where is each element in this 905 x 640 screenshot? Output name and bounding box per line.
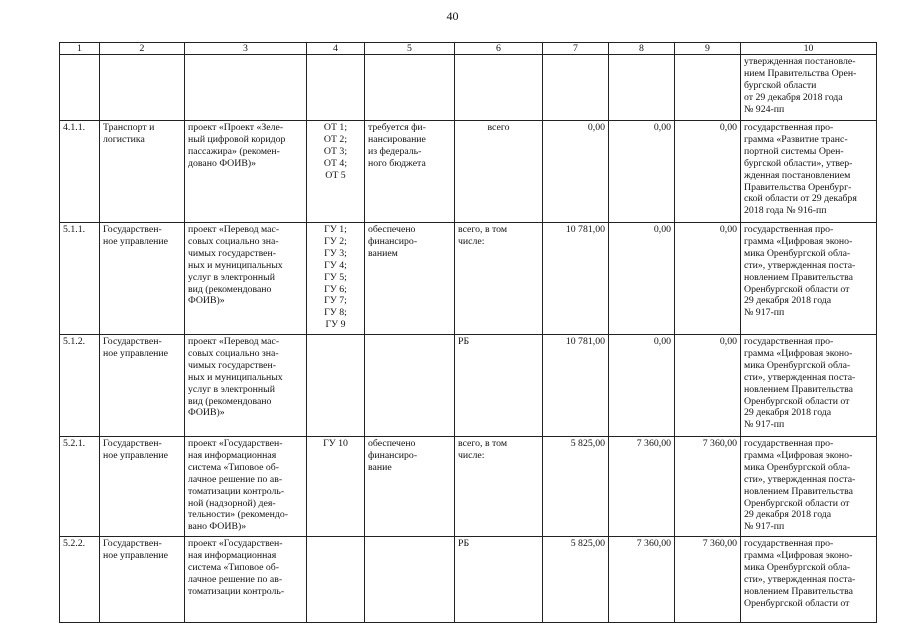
- financing-cell: [365, 55, 455, 121]
- document-line: мика Оренбургской обла-: [744, 461, 851, 473]
- project-line: совых социально зна-: [188, 235, 279, 247]
- project-line: система «Типовое об-: [188, 461, 280, 473]
- document-line: сти», утвержденная поста-: [744, 371, 856, 383]
- source-line: всего, в том: [458, 438, 508, 449]
- document-line: Оренбургской области от: [744, 497, 850, 509]
- project-line: чимых государствен-: [188, 359, 276, 371]
- program-document-cell: [741, 437, 877, 537]
- financing-cell: [365, 437, 455, 537]
- document-line: государственная про-: [744, 224, 834, 235]
- value-col7-cell: 0,00: [543, 121, 609, 223]
- table-row: [60, 121, 877, 223]
- indicators-cell: [307, 121, 365, 223]
- program-document-cell: [741, 223, 877, 335]
- value-col7-cell: 10 781,00: [543, 335, 609, 437]
- project-line: проект «Перевод мас-: [188, 224, 280, 235]
- document-line: Оренбургской области от: [744, 395, 850, 407]
- value-col8-cell: [609, 55, 675, 121]
- financing-line: ного бюджета: [368, 157, 426, 169]
- source-line: числе:: [458, 235, 485, 247]
- project-line: ный цифровой коридор: [188, 133, 286, 145]
- indicator-line: ГУ 3;: [324, 247, 347, 259]
- document-line: мика Оренбургской обла-: [744, 561, 851, 573]
- indicator-line: ОТ 1;: [323, 122, 348, 133]
- project-line: ной (надзорной) дея-: [188, 497, 276, 509]
- project-cell: [185, 121, 307, 223]
- direction-line: Транспорт и: [103, 122, 155, 133]
- project-line: ных и муниципальных: [188, 371, 283, 383]
- indicator-line: ГУ 8;: [324, 307, 347, 319]
- project-cell: [185, 223, 307, 335]
- value-col9-cell: 7 360,00: [675, 437, 741, 537]
- value-col7-cell: 5 825,00: [543, 537, 609, 623]
- document-line: жденная постановлением: [744, 169, 851, 181]
- project-line: томатизации контроль-: [188, 485, 285, 497]
- document-line: № 917-пп: [744, 419, 785, 431]
- project-line: ФОИВ)»: [188, 407, 225, 419]
- indicators-cell: [307, 55, 365, 121]
- indicator-line: ГУ 1;: [324, 224, 347, 235]
- project-line: система «Типовое об-: [188, 561, 280, 573]
- project-line: ных и муниципальных: [188, 259, 283, 271]
- indicator-line: ОТ 2;: [323, 133, 348, 145]
- direction-cell: [100, 437, 185, 537]
- project-line: совых социально зна-: [188, 347, 279, 359]
- header-cell: 6: [455, 43, 543, 55]
- value-col9-cell: 0,00: [675, 335, 741, 437]
- table-row: [60, 537, 877, 623]
- project-cell: [185, 55, 307, 121]
- value-col8-cell: 7 360,00: [609, 537, 675, 623]
- document-line: государственная про-: [744, 538, 834, 549]
- document-line: сти», утвержденная поста-: [744, 473, 856, 485]
- document-line: бургской области: [744, 79, 817, 91]
- document-line: 2018 года № 916-пп: [744, 205, 827, 217]
- project-line: проект «Перевод мас-: [188, 336, 280, 347]
- direction-cell: [100, 537, 185, 623]
- direction-cell: [100, 121, 185, 223]
- financing-cell: [365, 121, 455, 223]
- document-line: мика Оренбургской обла-: [744, 247, 851, 259]
- source-cell: [455, 55, 543, 121]
- document-line: новлением Правительства: [744, 271, 854, 283]
- document-line: 29 декабря 2018 года: [744, 407, 832, 419]
- financing-line: финансиро-: [368, 235, 418, 247]
- indicator-line: ГУ 2;: [324, 235, 347, 247]
- project-line: чимых государствен-: [188, 247, 276, 259]
- financing-line: нансирование: [368, 133, 426, 145]
- document-line: новлением Правительства: [744, 585, 854, 597]
- financing-line: финансиро-: [368, 449, 418, 461]
- source-line: РБ: [458, 336, 470, 347]
- document-line: грамма «Цифровая эконо-: [744, 347, 853, 359]
- project-line: проект «Проект «Зеле-: [188, 122, 284, 133]
- source-line: всего: [487, 122, 510, 133]
- financing-line: обеспечено: [368, 224, 416, 235]
- indicators-cell: [307, 223, 365, 335]
- value-col7-cell: 10 781,00: [543, 223, 609, 335]
- indicator-line: ГУ 10: [323, 438, 348, 449]
- document-line: государственная про-: [744, 122, 834, 133]
- financing-line: обеспечено: [368, 438, 416, 449]
- indicators-cell: [307, 437, 365, 537]
- row-number-cell: 5.2.1.: [60, 437, 100, 537]
- project-line: довано ФОИВ)»: [188, 157, 257, 169]
- financing-line: вание: [368, 461, 392, 473]
- value-col7-cell: 5 825,00: [543, 437, 609, 537]
- document-line: государственная про-: [744, 336, 834, 347]
- direction-line: ное управление: [103, 347, 169, 359]
- header-cell: 2: [100, 43, 185, 55]
- document-line: грамма «Развитие транс-: [744, 133, 848, 145]
- header-cell: 9: [675, 43, 741, 55]
- value-col9-cell: 0,00: [675, 223, 741, 335]
- header-cell: 10: [741, 43, 877, 55]
- financing-cell: [365, 223, 455, 335]
- value-col8-cell: 0,00: [609, 335, 675, 437]
- document-line: Оренбургской области от: [744, 597, 850, 609]
- indicator-line: ГУ 4;: [324, 259, 347, 271]
- project-line: ная информационная: [188, 549, 277, 561]
- value-col8-cell: 7 360,00: [609, 437, 675, 537]
- direction-line: Государствен-: [103, 224, 162, 235]
- table-row: [60, 223, 877, 335]
- document-line: ской области от 29 декабря: [744, 193, 857, 205]
- indicators-cell: [307, 335, 365, 437]
- program-document-cell: [741, 537, 877, 623]
- financing-cell: [365, 537, 455, 623]
- table-row: [60, 55, 877, 121]
- indicator-line: ГУ 5;: [324, 271, 347, 283]
- source-cell: [455, 335, 543, 437]
- document-line: 29 декабря 2018 года: [744, 509, 832, 521]
- document-line: сти», утвержденная поста-: [744, 573, 856, 585]
- project-line: услуг в электронный: [188, 271, 275, 283]
- header-cell: 1: [60, 43, 100, 55]
- page-number: 40: [446, 9, 459, 23]
- direction-cell: [100, 335, 185, 437]
- header-cell: 7: [543, 43, 609, 55]
- source-cell: [455, 537, 543, 623]
- document-line: портной системы Орен-: [744, 145, 844, 157]
- indicators-cell: [307, 537, 365, 623]
- document-line: № 917-пп: [744, 307, 785, 319]
- header-cell: 8: [609, 43, 675, 55]
- document-line: грамма «Цифровая эконо-: [744, 449, 853, 461]
- direction-cell: [100, 223, 185, 335]
- project-line: вид (рекомендовано: [188, 395, 272, 407]
- project-line: вано ФОИВ)»: [188, 521, 247, 533]
- document-line: бургской области», утвер-: [744, 157, 853, 169]
- value-col9-cell: 0,00: [675, 121, 741, 223]
- value-col9-cell: [675, 55, 741, 121]
- document-line: от 29 декабря 2018 года: [744, 91, 843, 103]
- direction-line: Государствен-: [103, 538, 162, 549]
- financing-line: из федераль-: [368, 145, 422, 157]
- header-cell: 4: [307, 43, 365, 55]
- project-line: ная информационная: [188, 449, 277, 461]
- project-cell: [185, 537, 307, 623]
- document-line: Правительства Оренбург-: [744, 181, 852, 193]
- row-number-cell: 5.2.2.: [60, 537, 100, 623]
- document-line: мика Оренбургской обла-: [744, 359, 851, 371]
- budget-table: [59, 42, 877, 623]
- source-cell: [455, 121, 543, 223]
- indicator-line: ГУ 9: [325, 319, 346, 331]
- project-line: ФОИВ)»: [188, 295, 225, 307]
- table-row: [60, 335, 877, 437]
- project-line: томатизации контроль-: [188, 585, 285, 597]
- indicator-line: ОТ 4;: [323, 157, 348, 169]
- direction-cell: [100, 55, 185, 121]
- financing-cell: [365, 335, 455, 437]
- row-number-cell: [60, 55, 100, 121]
- project-line: вид (рекомендовано: [188, 283, 272, 295]
- project-line: услуг в электронный: [188, 383, 275, 395]
- project-line: тельности» (рекомендо-: [188, 509, 289, 521]
- project-line: проект «Государствен-: [188, 538, 283, 549]
- value-col9-cell: 7 360,00: [675, 537, 741, 623]
- indicator-line: ОТ 5: [325, 169, 346, 181]
- direction-line: Государствен-: [103, 438, 162, 449]
- source-cell: [455, 223, 543, 335]
- value-col8-cell: 0,00: [609, 223, 675, 335]
- indicator-line: ОТ 3;: [323, 145, 348, 157]
- source-line: всего, в том: [458, 224, 508, 235]
- document-line: № 924-пп: [744, 103, 785, 115]
- document-line: грамма «Цифровая эконо-: [744, 235, 853, 247]
- project-line: лачное решение по ав-: [188, 573, 283, 585]
- project-line: лачное решение по ав-: [188, 473, 283, 485]
- table-row: [60, 437, 877, 537]
- program-document-cell: [741, 335, 877, 437]
- value-col7-cell: [543, 55, 609, 121]
- row-number-cell: 5.1.2.: [60, 335, 100, 437]
- header-row: [60, 43, 877, 55]
- project-line: проект «Государствен-: [188, 438, 283, 449]
- project-cell: [185, 437, 307, 537]
- indicator-line: ГУ 6;: [324, 283, 347, 295]
- document-line: грамма «Цифровая эконо-: [744, 549, 853, 561]
- source-line: РБ: [458, 538, 470, 549]
- source-cell: [455, 437, 543, 537]
- program-document-cell: [741, 121, 877, 223]
- document-line: новлением Правительства: [744, 383, 854, 395]
- document-line: новлением Правительства: [744, 485, 854, 497]
- direction-line: ное управление: [103, 235, 169, 247]
- document-line: 29 декабря 2018 года: [744, 295, 832, 307]
- project-cell: [185, 335, 307, 437]
- source-line: числе:: [458, 449, 485, 461]
- row-number-cell: 4.1.1.: [60, 121, 100, 223]
- financing-line: ванием: [368, 247, 398, 259]
- document-line: № 917-пп: [744, 521, 785, 533]
- project-line: пассажира» (рекомен-: [188, 145, 280, 157]
- program-document-cell: [741, 55, 877, 121]
- document-line: Оренбургской области от: [744, 283, 850, 295]
- indicator-line: ГУ 7;: [324, 295, 347, 307]
- header-cell: 5: [365, 43, 455, 55]
- direction-line: ное управление: [103, 549, 169, 561]
- row-number-cell: 5.1.1.: [60, 223, 100, 335]
- document-line: сти», утвержденная поста-: [744, 259, 856, 271]
- document-line: утвержденная постановле-: [744, 56, 856, 67]
- document-line: государственная про-: [744, 438, 834, 449]
- header-cell: 3: [185, 43, 307, 55]
- financing-line: требуется фи-: [368, 122, 426, 133]
- direction-line: ное управление: [103, 449, 169, 461]
- direction-line: Государствен-: [103, 336, 162, 347]
- direction-line: логистика: [103, 133, 145, 145]
- value-col8-cell: 0,00: [609, 121, 675, 223]
- document-line: нием Правительства Орен-: [744, 67, 857, 79]
